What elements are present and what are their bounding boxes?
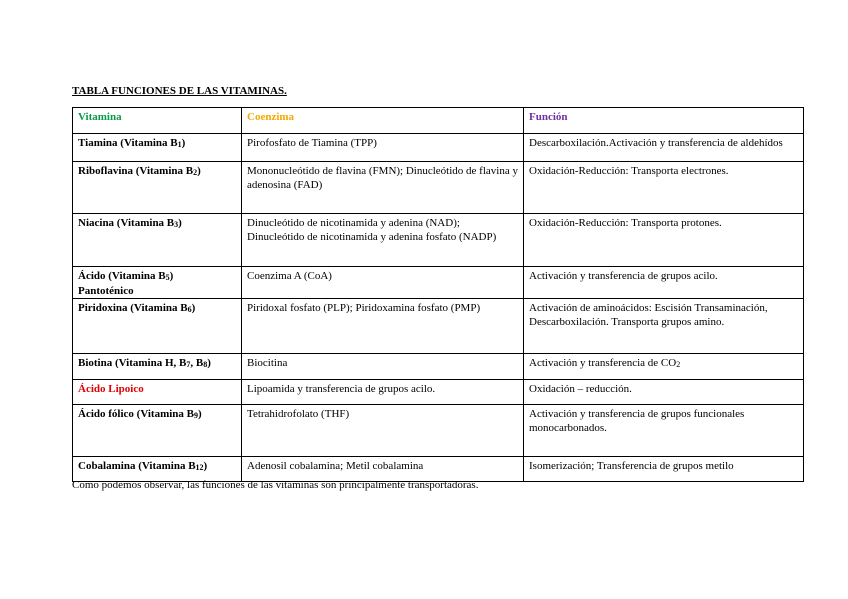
funcion-cell: Descarboxilación.Activación y transferencia de aldehídos [524, 134, 804, 162]
coenzima-cell: Biocitina [242, 354, 524, 380]
coenzima-cell: Adenosil cobalamina; Metil cobalamina [242, 457, 524, 482]
vitamina-cell: Piridoxina (Vitamina $B_6$) [73, 299, 242, 354]
coenzima-cell: Tetrahidrofolato (THF) [242, 405, 524, 457]
coenzima-cell: Piridoxal fosfato (PLP); Piridoxamina fosfato (PMP) [242, 299, 524, 354]
funcion-cell: Oxidación-Reducción: Transporta protones. [524, 214, 804, 267]
coenzima-cell: Dinucleótido de nicotinamida y adenina (NAD); Dinucleótido de nicotinamida y adenina fosfato (NADP) [242, 214, 524, 267]
table-row [73, 214, 804, 267]
table-row [73, 405, 804, 457]
vitamina-cell: Cobalamina (Vitamina $B_{12}$) [73, 457, 242, 482]
table-row [73, 354, 804, 380]
vitamina-cell: Riboflavina (Vitamina $B_2$) [73, 162, 242, 214]
table-row [73, 457, 804, 482]
vitamina-cell: Tiamina (Vitamina $B_1$) [73, 134, 242, 162]
coenzima-cell: Lipoamida y transferencia de grupos acilo. [242, 380, 524, 405]
funcion-cell: Activación y transferencia de grupos funcionales monocarbonados. [524, 405, 804, 457]
funcion-cell: Activación y transferencia de grupos acilo. [524, 267, 804, 299]
coenzima-cell: Mononucleótido de flavina (FMN); Dinucleótido de flavina y adenosina (FAD) [242, 162, 524, 214]
funcion-cell: Activación y transferencia de $CO_2$ [524, 354, 804, 380]
coenzima-cell: Coenzima A (CoA) [242, 267, 524, 299]
header-vitamina: Vitamina [73, 108, 242, 134]
table-row [73, 267, 804, 299]
footer-note: Como podemos observar, las funciones de las vitaminas son principalmente transportadoras. [72, 479, 479, 491]
header-funcion: Función [524, 108, 804, 134]
header-coenzima: Coenzima [242, 108, 524, 134]
vitamina-cell: Ácido Lipoico [73, 380, 242, 405]
header-row [73, 108, 804, 134]
coenzima-cell: Pirofosfato de Tiamina (TPP) [242, 134, 524, 162]
vitamins-table [72, 107, 804, 482]
table-row [73, 380, 804, 405]
vitamina-cell: Ácido (Vitamina $B_5$) Pantoténico [73, 267, 242, 299]
funcion-cell: Oxidación-Reducción: Transporta electrones. [524, 162, 804, 214]
funcion-cell: Oxidación – reducción. [524, 380, 804, 405]
table-title: TABLA FUNCIONES DE LAS VITAMINAS. [72, 85, 287, 97]
vitamina-cell: Biotina (Vitamina H, $B_7$, $B_8$) [73, 354, 242, 380]
funcion-cell: Activación de aminoácidos: Escisión Transaminación, Descarboxilación. Transporta grupos amino. [524, 299, 804, 354]
vitamina-cell: Ácido fólico (Vitamina $B_9$) [73, 405, 242, 457]
funcion-cell: Isomerización; Transferencia de grupos metilo [524, 457, 804, 482]
table-row [73, 134, 804, 162]
table-row [73, 162, 804, 214]
table-row [73, 299, 804, 354]
vitamina-cell: Niacina (Vitamina $B_3$) [73, 214, 242, 267]
